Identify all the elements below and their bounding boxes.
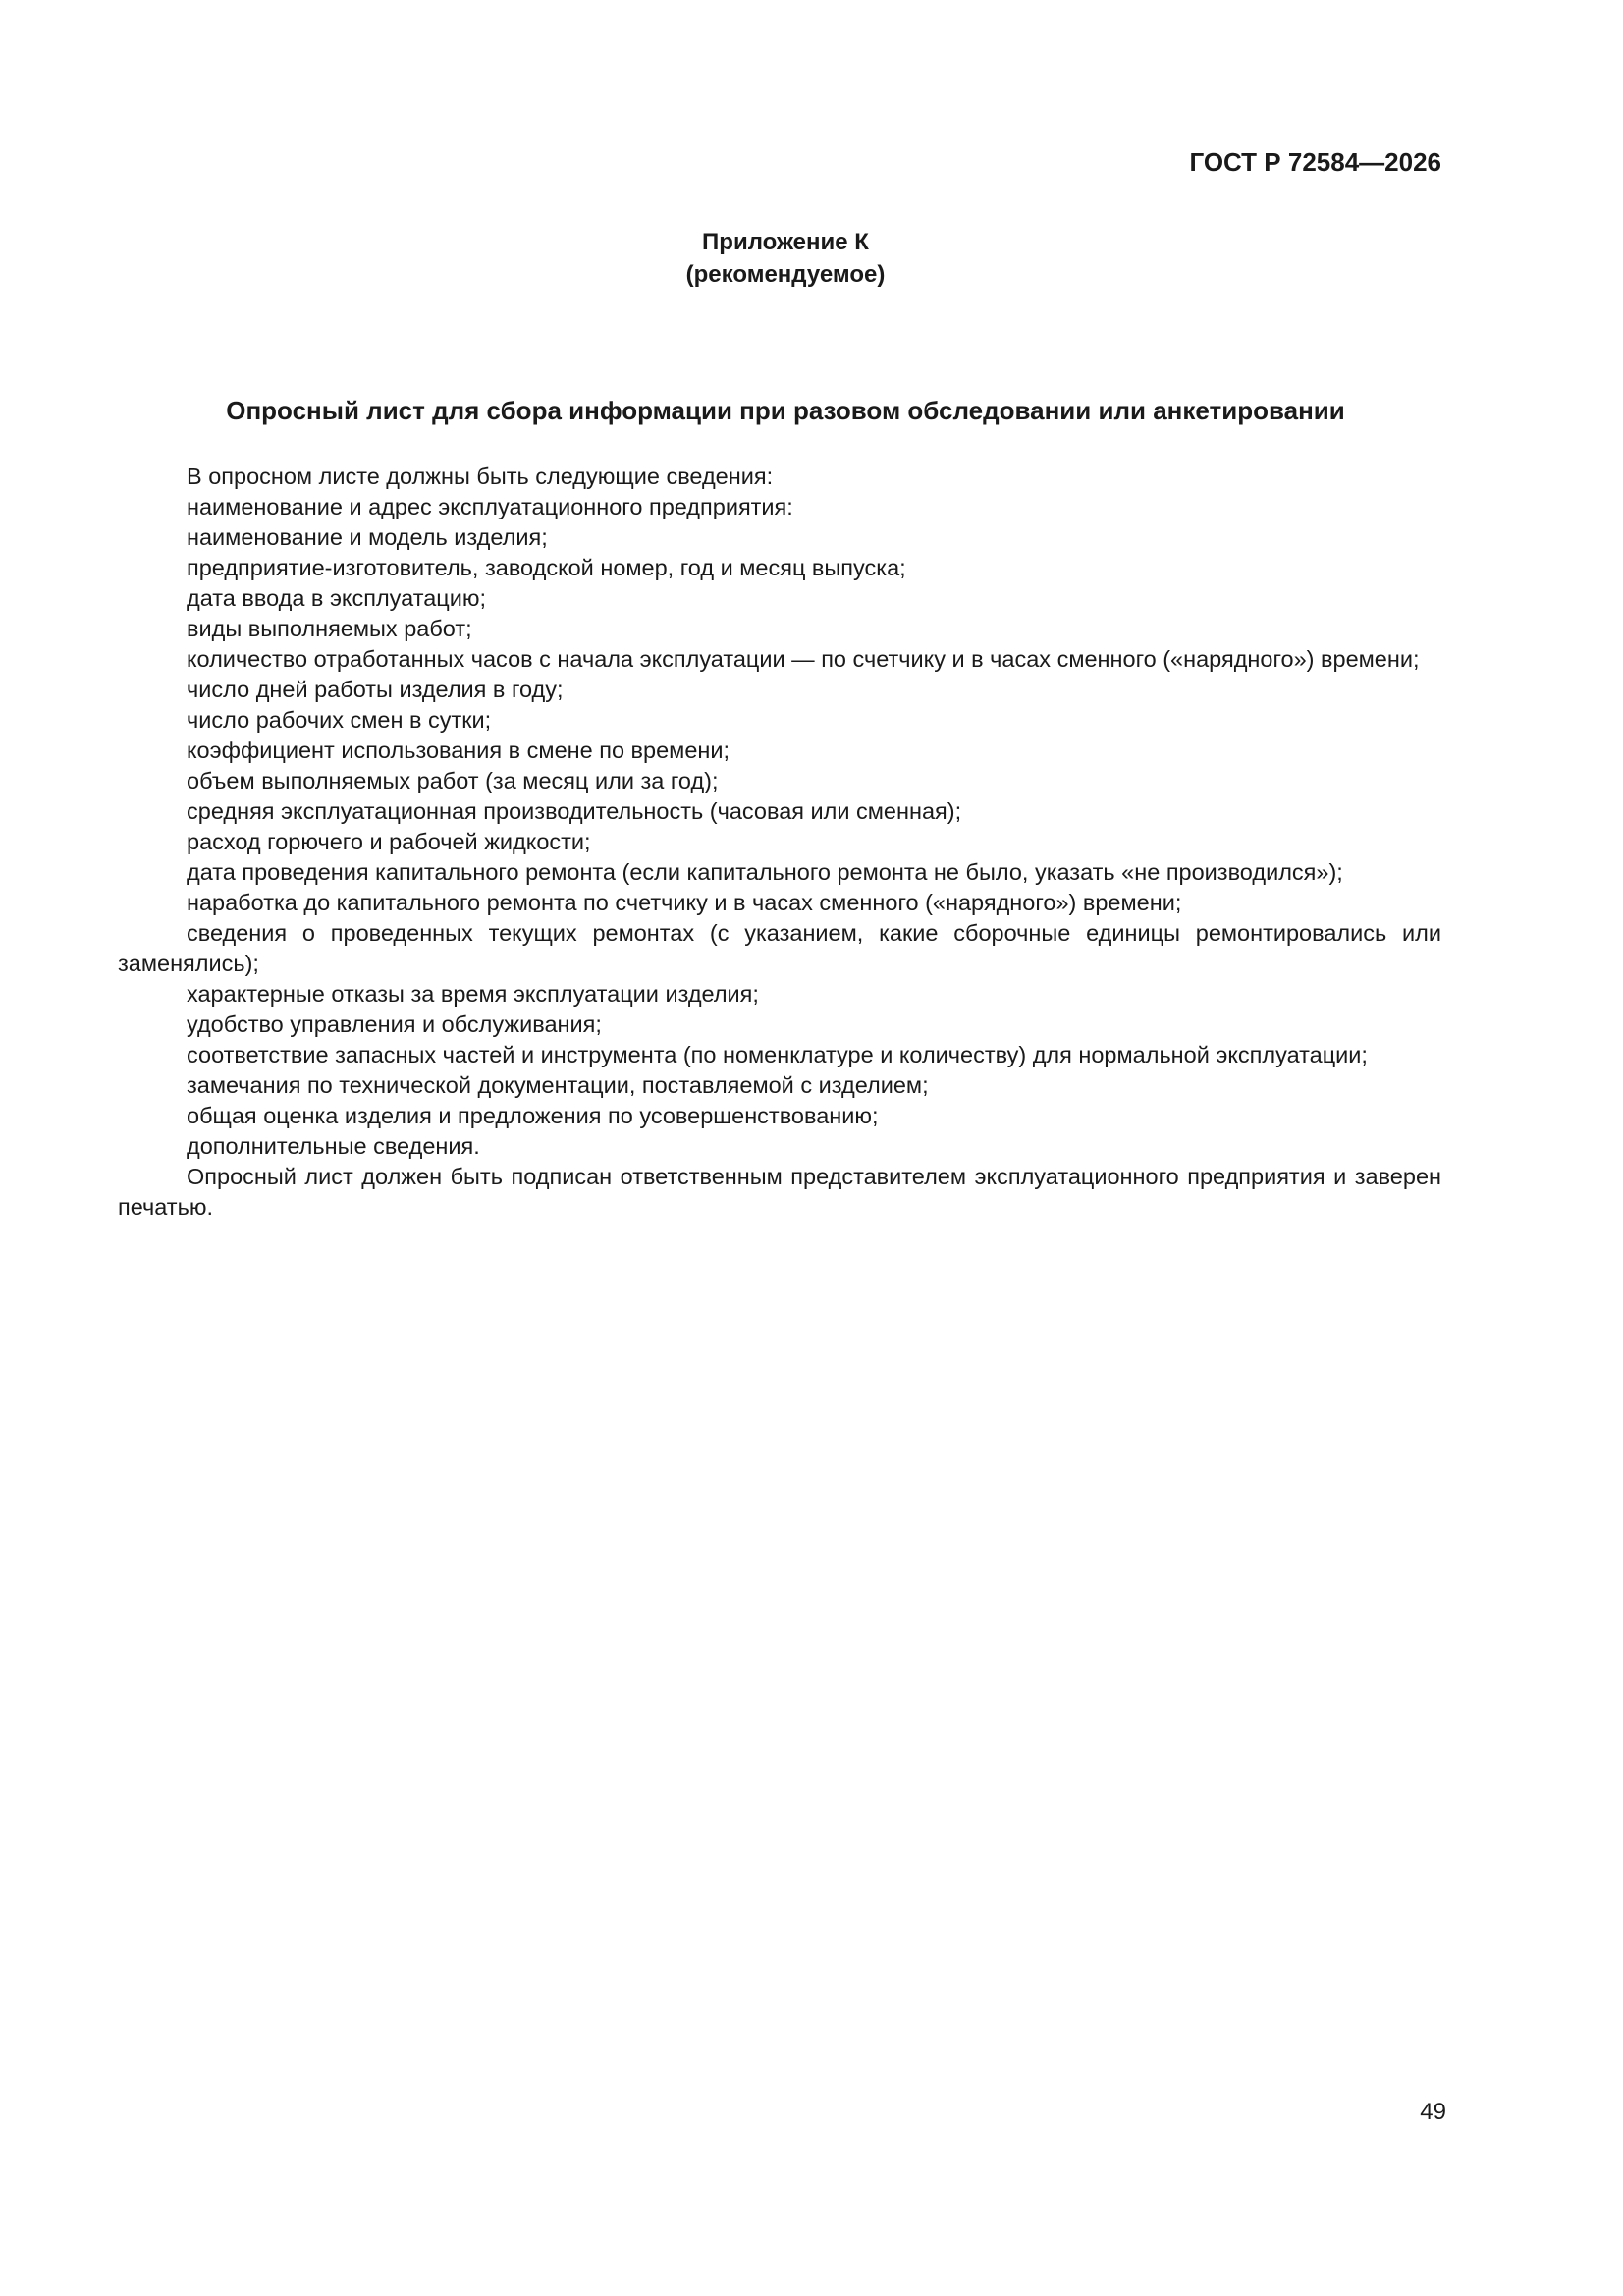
paragraph: коэффициент использования в смене по времени;: [187, 738, 730, 763]
paragraph: предприятие-изготовитель, заводской номер, год и месяц выпуска;: [187, 555, 906, 580]
body-text: [118, 462, 1441, 1223]
paragraph: количество отработанных часов с начала эксплуатации — по счетчику и в часах сменного («нарядного») времени;: [187, 646, 1420, 672]
document-code: ГОСТ Р 72584—2026: [1189, 147, 1441, 177]
section-title: Опросный лист для сбора информации при разовом обследовании или анкетировании: [226, 396, 1345, 425]
page-number: 49: [1420, 2099, 1446, 2125]
paragraph: наработка до капитального ремонта по счетчику и в часах сменного («нарядного») времени;: [187, 890, 1182, 915]
paragraph: сведения о проведенных текущих ремонтах (с указанием, какие сборочные единицы ремонтировались или заменялись);: [118, 920, 1441, 976]
appendix-status: (рекомендуемое): [685, 261, 886, 288]
paragraph: число дней работы изделия в году;: [187, 677, 564, 702]
paragraph: дата проведения капитального ремонта (если капитального ремонта не было, указать «не производился»);: [187, 859, 1343, 885]
paragraph: В опросном листе должны быть следующие сведения:: [187, 464, 774, 489]
paragraph: соответствие запасных частей и инструмента (по номенклатуре и количеству) для нормальной эксплуатации;: [187, 1042, 1368, 1067]
appendix-label: Приложение К: [702, 229, 869, 255]
paragraph: расход горючего и рабочей жидкости;: [187, 829, 591, 854]
paragraph: дополнительные сведения.: [187, 1133, 480, 1159]
paragraph: объем выполняемых работ (за месяц или за год);: [187, 768, 719, 793]
paragraph: средняя эксплуатационная производительность (часовая или сменная);: [187, 798, 962, 824]
appendix-heading: [0, 226, 1571, 291]
paragraph: виды выполняемых работ;: [187, 616, 472, 641]
paragraph: наименование и адрес эксплуатационного предприятия:: [187, 494, 793, 519]
paragraph: дата ввода в эксплуатацию;: [187, 585, 487, 611]
paragraph: число рабочих смен в сутки;: [187, 707, 492, 733]
paragraph: удобство управления и обслуживания;: [187, 1011, 602, 1037]
paragraph: наименование и модель изделия;: [187, 524, 548, 550]
paragraph: характерные отказы за время эксплуатации изделия;: [187, 981, 759, 1007]
paragraph: общая оценка изделия и предложения по усовершенствованию;: [187, 1103, 879, 1128]
paragraph: Опросный лист должен быть подписан ответственным представителем эксплуатационного предприятия и заверен печатью.: [118, 1164, 1441, 1220]
paragraph: замечания по технической документации, поставляемой с изделием;: [187, 1072, 929, 1098]
